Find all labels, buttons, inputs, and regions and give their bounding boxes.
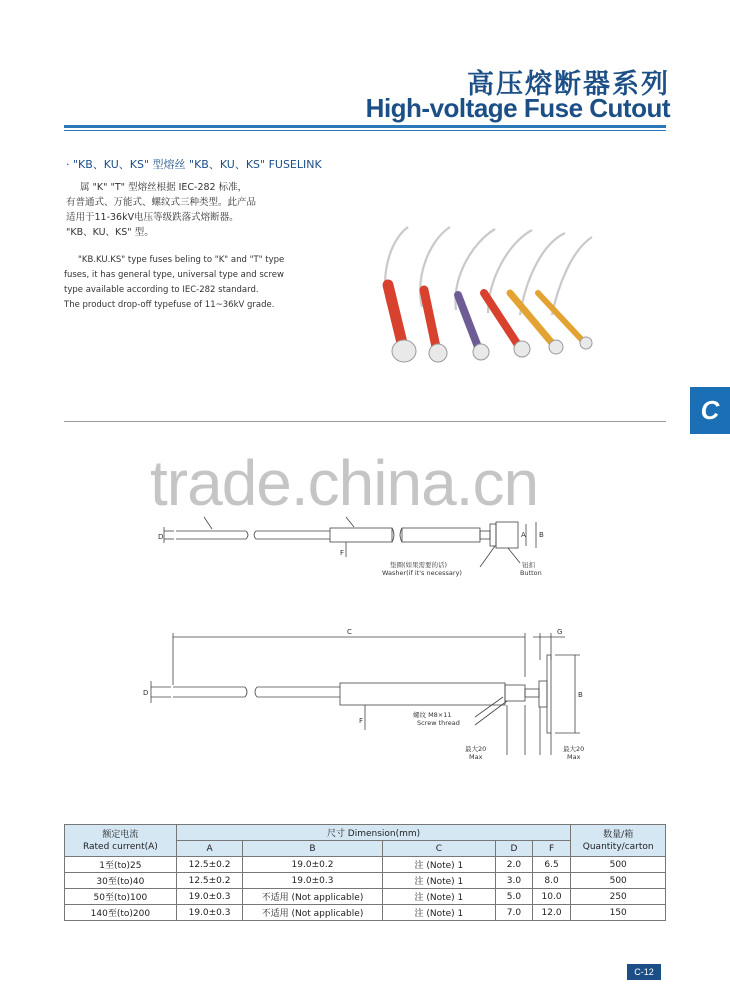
subheader-c: C	[382, 841, 495, 857]
cell-rated: 140至(to)200	[65, 905, 177, 921]
cell-a: 12.5±0.2	[176, 873, 243, 889]
intro-en-line: "KB.KU.KS" type fuses beling to "K" and "T" type	[78, 255, 285, 265]
max-label-en-2: Max	[567, 753, 581, 761]
cell-b: 19.0±0.3	[243, 873, 382, 889]
cell-d: 5.0	[496, 889, 533, 905]
cell-d: 2.0	[496, 857, 533, 873]
header-qty-en: Quantity/carton	[582, 841, 654, 852]
cell-f: 6.5	[532, 857, 571, 873]
thread-label-en: Screw thread	[417, 719, 460, 727]
max-label-cn-1: 最大20	[465, 745, 487, 753]
cell-rated: 1至(to)25	[65, 857, 177, 873]
dim-a-label: A	[521, 531, 526, 539]
divider	[64, 421, 666, 422]
dim-d-label: D	[158, 533, 164, 541]
subheader-a: A	[176, 841, 243, 857]
dim-f-label: F	[340, 549, 345, 557]
fuselink-product-photo	[360, 215, 600, 370]
header-dimension: 尺寸 Dimension(mm)	[176, 825, 571, 841]
thread-label-cn: 螺纹 M8×11	[413, 711, 452, 719]
intro-en-line: fuses, it has general type, universal type and screw	[64, 270, 284, 280]
max-label-en-1: Max	[469, 753, 483, 761]
page-title-cn: 高压熔断器系列	[467, 69, 670, 100]
intro-cn	[66, 180, 281, 240]
header-qty-cn: 数量/箱	[603, 829, 634, 840]
dim-b-label: B	[539, 531, 544, 539]
washer-label-cn: 垫圈(如果需要的话)	[390, 561, 448, 569]
cell-c: 注 (Note) 1	[382, 889, 495, 905]
header-quantity	[571, 825, 666, 857]
button-label-en: Button	[520, 569, 542, 577]
washer-label-en: Washer(if it's necessary)	[382, 569, 462, 577]
section-tab[interactable]: C	[690, 387, 730, 434]
cell-qty: 500	[571, 857, 666, 873]
cell-f: 10.0	[532, 889, 571, 905]
subheader-f: F	[532, 841, 571, 857]
table-row	[65, 873, 666, 889]
table-row	[65, 889, 666, 905]
cell-a: 19.0±0.3	[176, 905, 243, 921]
page-number: C-12	[627, 964, 661, 980]
cell-f: 12.0	[532, 905, 571, 921]
dim-f-label-2: F	[359, 717, 364, 725]
dim-g-label: G	[557, 628, 563, 636]
cell-a: 19.0±0.3	[176, 889, 243, 905]
fuselink-drawing-2	[135, 625, 605, 765]
header-rated-current	[65, 825, 177, 857]
intro-en	[64, 253, 284, 313]
button-label-cn: 钮扣	[522, 561, 535, 569]
table-row	[65, 857, 666, 873]
intro-cn-line: "KB、KU、KS" 型。	[66, 227, 154, 238]
intro-en-line: The product drop-off typefuse of 11~36kV grade.	[64, 300, 275, 310]
cell-f: 8.0	[532, 873, 571, 889]
watermark: trade.china.cn	[150, 447, 539, 519]
header-rated-en: Rated current(A)	[82, 841, 158, 852]
cell-b: 不适用 (Not applicable)	[243, 889, 382, 905]
cell-c: 注 (Note) 1	[382, 857, 495, 873]
header-rated-cn: 额定电流	[102, 829, 139, 840]
intro-cn-line: 有普通式、万能式、螺纹式三种类型。此产品	[66, 197, 257, 208]
cell-b: 19.0±0.2	[243, 857, 382, 873]
cell-c: 注 (Note) 1	[382, 905, 495, 921]
cell-rated: 50至(to)100	[65, 889, 177, 905]
intro-cn-line: 适用于11-36kV电压等级跌落式熔断器。	[66, 212, 239, 223]
subheader-b: B	[243, 841, 382, 857]
dim-d-label-2: D	[143, 689, 149, 697]
subheader-d: D	[496, 841, 533, 857]
section-heading: · "KB、KU、KS" 型熔丝 "KB、KU、KS" FUSELINK	[66, 158, 322, 171]
cell-a: 12.5±0.2	[176, 857, 243, 873]
table-row	[65, 905, 666, 921]
cell-qty: 150	[571, 905, 666, 921]
cell-b: 不适用 (Not applicable)	[243, 905, 382, 921]
intro-cn-line: 属 "K" "T" 型熔丝根据 IEC-282 标准，	[80, 182, 248, 193]
cell-d: 3.0	[496, 873, 533, 889]
cell-qty: 500	[571, 873, 666, 889]
page-title-en: High-voltage Fuse Cutout	[365, 93, 670, 123]
dim-b-label-2: B	[578, 691, 583, 699]
spec-table	[64, 824, 666, 921]
dim-c-label: C	[347, 628, 352, 636]
cell-rated: 30至(to)40	[65, 873, 177, 889]
max-label-cn-2: 最大20	[563, 745, 585, 753]
cell-qty: 250	[571, 889, 666, 905]
cell-c: 注 (Note) 1	[382, 873, 495, 889]
cell-d: 7.0	[496, 905, 533, 921]
header-rule-thin	[64, 130, 666, 131]
intro-en-line: type available according to IEC-282 standard.	[64, 285, 259, 295]
header-rule	[64, 125, 666, 128]
